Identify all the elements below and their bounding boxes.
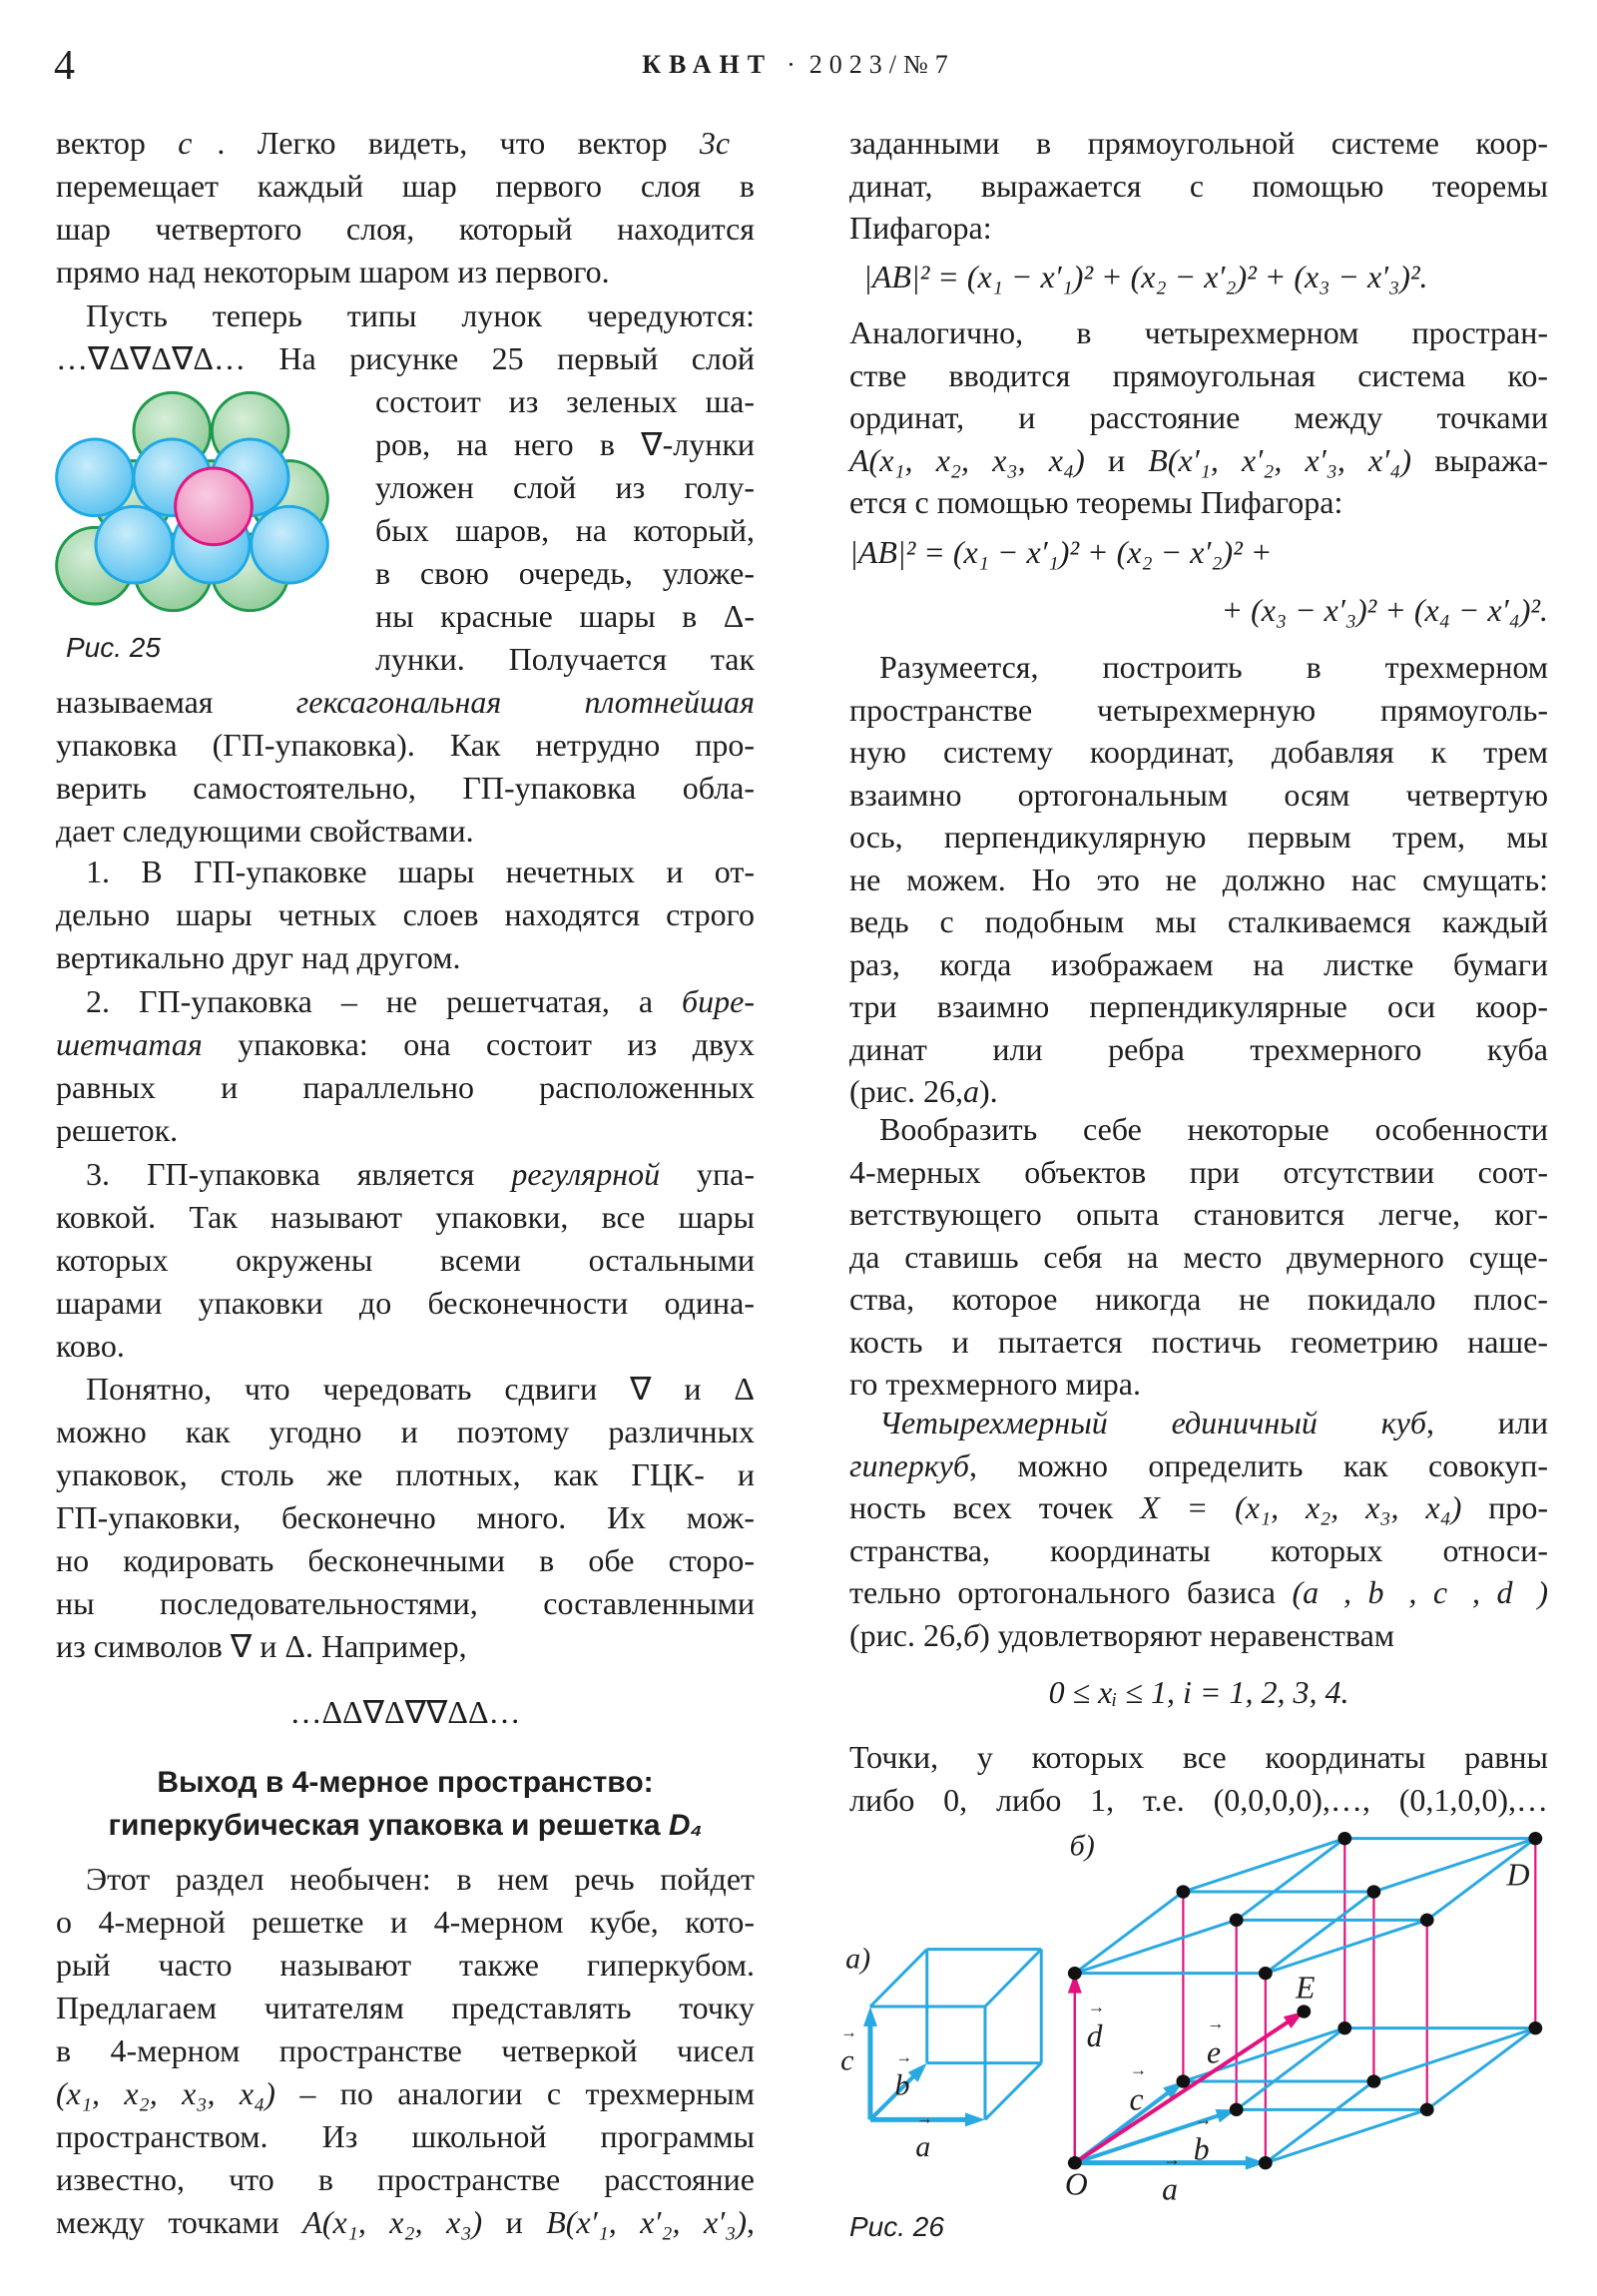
label-vector-b-text: b [894,2068,910,2102]
label-point-e [1295,1971,1315,2006]
text-line: дает следующими свойствами. [56,813,474,849]
text-segment: и [1084,441,1149,478]
text-line: ется с помощью теоремы Пифагора: [849,484,1343,520]
text-line [56,2072,755,2115]
text-segment: между точками [56,2204,303,2240]
blue-sphere [252,506,328,583]
text-line: …∇Δ∇Δ∇Δ… На рисунке 25 первый слой [56,340,755,376]
label-vector-c-text: c [840,2043,854,2077]
text-line: в свою очередь, уложе- [375,555,755,591]
text-segment: ность всех точек [849,1489,1141,1525]
hypercube-edge [1075,1920,1237,1973]
text-line: которых окружены всеми остальными [56,1242,755,1278]
text-segment: ). [978,1073,998,1109]
vector-arrow-icon: → [1207,2012,1225,2033]
math-expression: A(x₁, x₂, x₃, x₄) [849,441,1085,478]
text-line: Понятно, что чередовать сдвиги ∇ и Δ [86,1371,755,1407]
text-line [849,1444,1548,1487]
blue-sphere [96,506,173,583]
text-line: о 4-мерной решетке и 4-мерном кубе, кото- [56,1904,755,1940]
heading-line-1: Выход в 4-мерное пространство: [157,1766,654,1799]
label-vector-d-text: d [1086,2018,1103,2053]
symbol-sequence: …ΔΔ∇Δ∇∇ΔΔ… [289,1694,521,1730]
vector-arrow-icon: → [840,2021,857,2041]
magazine-title: КВАНТ [642,50,774,79]
text-segment: и [482,2204,547,2240]
text-line [56,1023,755,1066]
label-point-e-text: E [1296,1970,1316,2006]
figure-25-caption: Рис. 25 [66,632,161,663]
label-vector-a-text: a [1162,2171,1178,2207]
paragraph [849,311,1548,524]
label-point-d-text: D [1506,1857,1530,1893]
text-line [849,1070,1548,1113]
paragraph [56,1858,755,2244]
italic-term: регулярной [511,1156,661,1192]
text-line: рый часто называют также гиперкубом. [56,1947,755,1983]
text-segment: , или [1425,1405,1549,1440]
vertex-dot [1230,1914,1244,1927]
text-segment: 2. ГП-упаковка – не решетчатая, а [86,983,683,1019]
text-line: упаковок, столь же плотных, как ГЦК- и [56,1456,755,1492]
vertex-dot [1528,2021,1542,2034]
text-line: Пусть теперь типы лунок чередуются: [86,297,755,333]
label-vector-e-text: e [1206,2034,1222,2070]
text-line: 4-мерных объектов при отсутствии соот- [849,1153,1548,1190]
text-line: верить самостоятельно, ГП-упаковка обла- [56,770,755,806]
paragraph [56,122,755,293]
math-expression: 3c⃗ [699,125,756,161]
text-line: ров, на него в ∇-лунки [375,426,755,462]
vector-arrow-icon: → [1194,2109,1213,2130]
label-point-o-text: O [1064,2166,1088,2202]
hypercube-edge [1237,2028,1345,2110]
text-line: шарами упаковки до бесконечности одина- [56,1285,755,1321]
text-segment: выража- [1411,441,1549,478]
text-line [56,122,755,165]
text-line [849,1571,1548,1614]
text-line: динат или ребра трехмерного куба [849,1030,1548,1067]
figure-25-sphere-packing [40,379,359,639]
text-line: ства, которое никогда не покидало плос- [849,1281,1548,1317]
section-heading [56,1761,755,1847]
text-line [879,1402,1548,1444]
label-figure-a [845,1943,870,1976]
paragraph [849,646,1548,1113]
paragraph [56,980,755,1152]
italic-term: Четырехмерный единичный куб [879,1405,1426,1440]
vertex-dot [1068,1967,1082,1980]
text-line [849,439,1548,482]
vertex-dot [1230,2103,1244,2116]
text-line: равных и параллельно расположенных [56,1069,755,1105]
red-sphere [176,468,253,545]
text-segment: , [747,2204,755,2240]
math-expression: c⃗ [178,125,218,161]
text-line: можно как угодно и поэтому различных [56,1414,755,1449]
text-line: 1. В ГП-упаковке шары нечетных и от- [86,854,755,889]
italic-term: гиперкуб [849,1446,969,1483]
text-line: три взаимно перпендикулярные оси коор- [849,988,1548,1024]
text-line: го трехмерного мира. [849,1366,1141,1402]
vector-arrow-icon: → [1087,1996,1106,2016]
label-figure-b [1070,1829,1095,1862]
text-line: уложен слой из голу- [375,469,755,505]
formula-4d-distance-part2: + (x₃ − x′₃)² + (x₄ − x′₄)². [1221,592,1548,628]
text-line: да ставишь себя на место двумерного суще- [849,1238,1548,1275]
text-segment: 3. ГП-упаковка является [86,1156,512,1192]
hypercube-edge [1266,2081,1374,2163]
text-line [56,2201,755,2244]
text-line: Этот раздел необычен: в нем речь пойдет [86,1861,755,1897]
label-vector-a [1162,2149,1181,2206]
paragraph [849,1108,1548,1406]
text-line [56,681,755,724]
vertex-dot [1420,2103,1434,2116]
label-vector-a-text: a [915,2130,931,2163]
text-segment: , можно определить как совокуп- [968,1446,1548,1483]
text-line: либо 0, либо 1, т.е. (0,0,0,0),…, (0,1,0,0),… [849,1781,1548,1818]
vector-a-arrow-head [965,2112,985,2126]
label-figure-a-text: а) [845,1942,871,1976]
text-line: кость и пытается постичь геометрию наше- [849,1323,1548,1360]
text-line: известно, что в пространстве расстояние [56,2161,755,2197]
text-line: Разумеется, построить в трехмерном [879,649,1548,685]
text-line: пространстве четырехмерную прямоуголь- [849,691,1548,728]
label-vector-b [1194,2109,1213,2166]
text-line: Предлагаем читателям представлять точку [56,1990,755,2025]
formula-3d-distance: |AB|² = (x₁ − x′₁)² + (x₂ − x′₂)² + (x₃ − x′₃)². [863,259,1428,294]
math-expression: B(x′₁, x′₂, x′₃) [546,2204,747,2240]
text-line: пространством. Из школьной программы [56,2118,755,2154]
paragraph [56,1368,755,1668]
vector-c-arrow-head [863,2007,877,2026]
text-line: Аналогично, в четырехмерном простран- [849,314,1548,350]
text-line: взаимно ортогональным осям четвертую [849,776,1548,813]
issue-number: 2023/№7 [808,50,955,79]
vertex-dot [1420,1914,1434,1927]
text-line: перемещает каждый шар первого слоя в [56,168,755,204]
label-vector-e [1207,2012,1225,2069]
paragraph [56,1153,755,1368]
text-segment: (рис. 26, [849,1616,963,1653]
text-segment: ) удовлетворяют неравенствам [979,1616,1395,1653]
blue-sphere [57,439,134,516]
label-vector-c [840,2022,857,2076]
hypercube-edge [1237,1839,1345,1921]
text-line: лунки. Получается так [375,641,755,677]
vector-arrow-icon: → [895,2046,913,2066]
text-line [849,1614,1548,1657]
text-line: ГП-упаковки, бесконечно много. Их мож- [56,1499,755,1535]
math-expression: X = (x₁, x₂, x₃, x₄) [1140,1489,1462,1525]
text-line: ведь с подобным мы сталкиваемся каждый [849,903,1548,939]
vertex-dot [1259,2156,1273,2169]
text-line: в 4-мерном пространстве четверкой чисел [56,2032,755,2068]
text-line: прямо над некоторым шаром из первого. [56,254,610,289]
text-line: шар четвертого слоя, который находится [56,211,755,247]
text-line: ны красные шары в Δ- [375,598,755,634]
paragraph [56,851,755,979]
paragraph [849,1736,1548,1821]
text-line: но кодировать бесконечными в обе сторо- [56,1542,755,1578]
text-segment: (рис. 26, [849,1073,963,1109]
vertex-dot [1337,2021,1351,2034]
label-vector-c-text: c [1129,2081,1144,2117]
formula-hypercube-inequality: 0 ≤ xᵢ ≤ 1, i = 1, 2, 3, 4. [1048,1674,1349,1710]
text-line [86,980,755,1023]
label-vector-b-text: b [1193,2131,1210,2167]
text-segment: про- [1461,1489,1548,1525]
text-line: ковкой. Так называют упаковки, все шары [56,1199,755,1235]
vector-arrow-icon: → [916,2108,933,2128]
math-expression: (x₁, x₂, x₃, x₄) [56,2075,275,2111]
label-point-o [1065,2166,1088,2201]
text-segment: вектор [56,125,179,161]
vertex-dot [1176,1885,1190,1898]
vertex-dot [1259,1967,1273,1980]
text-line: стве вводится прямоугольная система ко- [849,356,1548,393]
page-number: 4 [54,43,75,89]
italic-term: бире- [682,983,755,1019]
text-line: дельно шары четных слоев находятся строго [56,896,755,932]
math-expression: A(x₁, x₂, x₃) [302,2204,483,2240]
text-segment: упа- [660,1156,756,1192]
heading-symbol: D₄ [668,1809,703,1842]
vertex-dot [1176,2074,1190,2087]
hypercube-edge [1183,1839,1344,1892]
cube-edge [870,1950,927,2007]
text-line: ординат, и расстояние между точками [849,399,1548,435]
label-vector-b [895,2047,913,2101]
label-point-d [1506,1857,1530,1892]
text-segment: тельно ортогонального базиса [849,1574,1293,1610]
text-line: состоит из зеленых ша- [375,383,755,419]
italic-term: шетчатая [56,1026,203,1062]
hypercube-edge [1373,2028,1535,2081]
vector-arrow-icon: → [1129,2059,1148,2080]
heading-line-2 [56,1804,755,1847]
label-vector-c [1129,2059,1147,2116]
running-header [499,48,1098,82]
text-segment: – по аналогии с трехмерным [274,2075,756,2111]
text-line: ную систему координат, добавляя к трем [849,734,1548,770]
cube-edge [985,2063,1041,2120]
paragraph [849,122,1548,250]
label-vector-d [1087,1997,1106,2053]
vertex-dot [1528,1832,1542,1845]
math-expression: (a⃗, b⃗, c⃗, d⃗) [1292,1574,1548,1610]
cube-edge [985,1950,1041,2007]
text-line: Вообразить себе некоторые особенности [879,1111,1548,1147]
vector-arrow-icon: → [1163,2149,1181,2170]
text-line: ось, перпендикулярную первым трем, мы [849,819,1548,855]
text-line: упаковка (ГП-упаковка). Как нетрудно про- [56,727,755,763]
text-line: динат, выражается с помощью теоремы [849,167,1548,204]
text-line: ны последовательностями, составленными [56,1585,755,1621]
header-separator: · [787,50,796,79]
paragraph [849,1402,1548,1656]
text-segment: . Легко видеть, что вектор [217,125,700,161]
vertex-dot [1297,2005,1311,2017]
text-line: Точки, у которых все координаты равны [849,1739,1548,1775]
hypercube-edge [1266,1920,1427,1973]
hypercube-edge [1266,1892,1374,1974]
text-line: заданными в прямоугольной системе коор- [849,125,1548,161]
text-line: решеток. [56,1112,179,1148]
label-figure-b-text: б) [1069,1829,1095,1863]
heading-line-2-text: гиперкубическая упаковка и решетка [108,1809,669,1842]
text-line: вертикально друг над другом. [56,939,461,975]
text-line: ветствующего опыта становится легче, ког- [849,1196,1548,1232]
text-line: бых шаров, на который, [375,512,755,548]
text-line: раз, когда изображаем на листке бумаги [849,945,1548,982]
vertex-dot [1366,2074,1380,2087]
text-line: Пифагора: [849,210,992,246]
formula-4d-distance-part1: |AB|² = (x₁ − x′₁)² + (x₂ − x′₂)² + [849,534,1273,570]
math-expression: B(x′₁, x′₂, x′₃, x′₄) [1148,441,1412,478]
hypercube-edge [1266,2109,1427,2162]
vertex-dot [1337,1832,1351,1845]
text-line: ково. [56,1328,125,1364]
text-line [849,1486,1548,1529]
text-line: не можем. Но это не должно нас смущать: [849,861,1548,897]
italic-term: а [962,1073,979,1109]
text-segment: называемая [56,684,296,720]
label-vector-a [915,2109,933,2163]
hypercube-edge [1427,2028,1536,2110]
italic-term: б [962,1616,980,1653]
text-line: из символов ∇ и Δ. Например, [56,1628,467,1664]
text-segment: упаковка: она состоит из двух [202,1026,755,1062]
hypercube-edge [1075,1892,1184,1974]
italic-term: гексагональная плотнейшая [295,684,756,720]
text-line: странства, координаты которых относи- [849,1531,1548,1568]
vertex-dot [1366,1885,1380,1898]
text-line [86,1153,755,1196]
figure-26-caption: Рис. 26 [849,2211,944,2242]
